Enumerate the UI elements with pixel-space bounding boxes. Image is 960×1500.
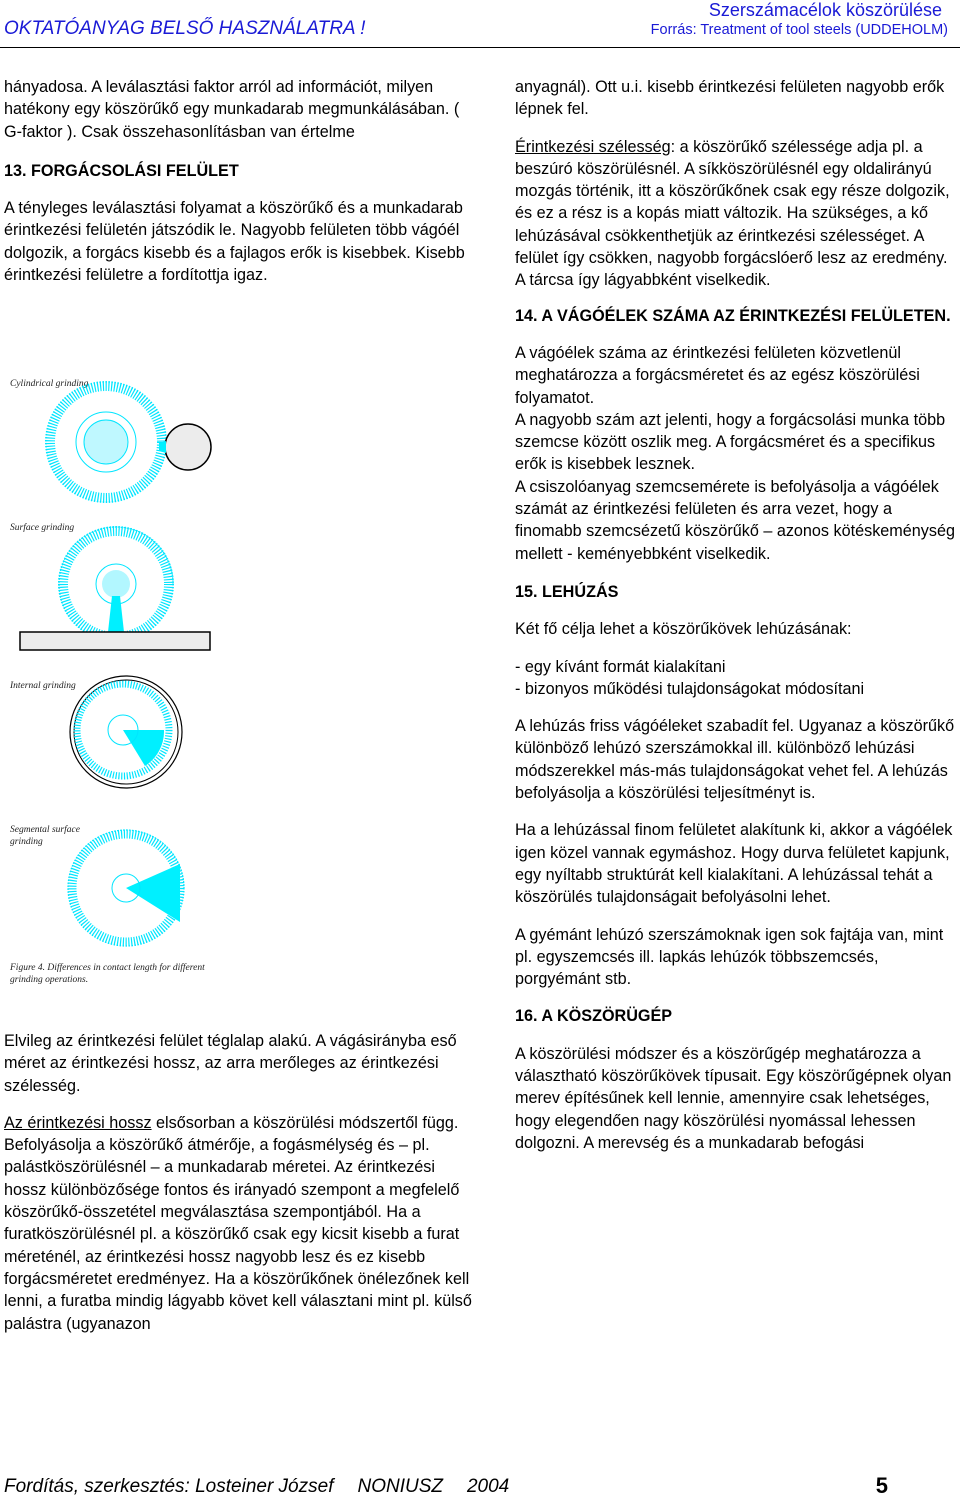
surface-grinding-diagram (20, 527, 210, 650)
left-column-bottom (4, 1030, 474, 1335)
header-document-title: Szerszámacélok köszörülése (708, 0, 942, 20)
header-source: Forrás: Treatment of tool steels (UDDEHOLM) (650, 22, 948, 38)
page-number: 5 (875, 1473, 888, 1498)
paragraph: A lehúzás friss vágóéleket szabadít fel. Ugyanaz a köszörűkő különböző lehúzó szerszámokkal ill. különböző lehúzási módszerekkel más-más tulajdonságokat vehet fel. A lehúzás befolyásolja a köszörülési teljesítményt is. (515, 717, 955, 803)
paragraph: Két fő célja lehet a köszörűkövek lehúzásának: (515, 620, 852, 639)
list-item: - egy kívánt formát kialakítani (515, 657, 726, 676)
paragraph: A tényleges leválasztási folyamat a köszörűkő és a munkadarab érintkezési felületén játszódik le. Nagyobb felületen több vágóél dolgozik, a forgács kisebb és a fajlagos erők is kisebbek. Kisebb érintkezési felületre a fordítottja igaz. (4, 199, 465, 285)
paragraph: anyagnál). Ott u.i. kisebb érintkezési felületen nagyobb erők lépnek fel. (515, 78, 945, 119)
paragraph: A nagyobb szám azt jelenti, hogy a forgácsolási munka több szemcse között oszlik meg. A forgácsméret és a specifikus erők is kisebbek lesznek. (515, 410, 946, 474)
section-heading-16: 16. A KÖSZÖRÜGÉP (515, 1007, 673, 1026)
footer-org: NONIUSZ (357, 1476, 443, 1497)
left-column-top (4, 76, 474, 286)
underlined-term: Az érintkezési hossz (4, 1113, 152, 1132)
paragraph (515, 136, 957, 292)
figure-caption-line2: grinding operations. (10, 975, 89, 985)
header-rule (0, 47, 960, 48)
section-heading-15: 15. LEHÚZÁS (515, 582, 619, 601)
section-heading-13: 13. FORGÁCSOLÁSI FELÜLET (4, 161, 239, 180)
paragraph: A csiszolóanyag szemcsemérete is befolyásolja a vágóélek számát az érintkezési felületen és arra vezet, hogy a finomabb szemcsézetű köszörűkő – azonos kötéskeménység mellett - keményebbként viselkedik. (515, 477, 955, 563)
figure-caption-line1: Figure 4. Differences in contact length for different (10, 963, 205, 973)
label-cylindrical-grinding: Cylindrical grinding (10, 379, 89, 389)
paragraph: Ha a lehúzással finom felületet alakítunk ki, akkor a vágóélek igen közel vannak egymáshoz. Hogy durva felületet kapjunk, egy nyíltabb struktúrát kell kialakítani. A lehúzással tehát a köszörülés tulajdonságait befolyásolni lehet. (515, 821, 953, 907)
paragraph-text: : a köszörűkő szélessége adja pl. a beszúró köszörülésnél. A síkköszörülésnél egy oldalirányú mozgás történik, itt a köszörűkőnek csak egy része dolgozik, és ez a rész is a kopás miatt változik. Ha szükséges, a kő lehúzásával csökkenthetjük az érintkezési szélességet. A felület így csökken, nagyobb forgácslóerő lesz az eredmény. A tárcsa így lágyabbként viselkedik. (515, 137, 950, 290)
internal-grinding-diagram (70, 676, 182, 788)
footer-year: 2004 (466, 1476, 510, 1497)
paragraph (4, 1112, 474, 1335)
paragraph: Elvileg az érintkezési felület téglalap alakú. A vágásirányba eső méret az érintkezési hossz, az arra merőleges az érintkezési szélesség. (4, 1032, 457, 1095)
header-left-title: OKTATÓANYAG BELSŐ HASZNÁLATRA ! (4, 18, 366, 39)
cylindrical-grinding-diagram (46, 382, 211, 502)
footer (4, 1476, 533, 1498)
label-surface-grinding: Surface grinding (10, 523, 75, 533)
segmental-grinding-diagram (68, 830, 184, 946)
paragraph: A köszörülési módszer és a köszörűgép meghatározza a választható köszörűkövek típusait. Egy köszörűgépnek olyan merev építésűnek kell lennie, amennyire csak lehetséges, hogy elegendően nagy köszörülési nyomással lehessen dolgozni. A merevség és a munkadarab befogási (515, 1044, 952, 1152)
footer-credit: Fordítás, szerkesztés: Losteiner József (4, 1476, 334, 1497)
paragraph-text: elsősorban a köszörülési módszertől függ. Befolyásolja a köszörűkő átmérője, a fogásmélység és – pl. palástköszörülésnél – a munkadarab méretei. Az érintkezési hossz különbözősége fontos és irányadó szempont a megfelelő köszörűkő-összetétel megválasztása szempontjából. Ha a furatköszörülésnél pl. a köszörűkő csak egy kicsit kisebb a furat méreténél, az érintkezési hossz nagyobb lesz és ez kisebb forgácsméretet eredményez. Ha a köszörűkőnek önélezőnek kell lenni, a furatba mindig lágyabb követ kell választani mint pl. külső palástra (ugyanazon (4, 1113, 472, 1333)
grinding-contact-figure (6, 370, 296, 1000)
label-segmental-grinding: Segmental surface (10, 825, 80, 835)
paragraph: hányadosa. A leválasztási faktor arról ad információt, milyen hatékony egy köszörűkő egy munkadarab megmunkálásában. ( G-faktor ). Csak összehasonlításban van értelme (4, 78, 460, 141)
list-item: - bizonyos működési tulajdonságokat módosítani (515, 679, 865, 698)
right-column (515, 76, 957, 1154)
section-heading-14: 14. A VÁGÓÉLEK SZÁMA AZ ÉRINTKEZÉSI FELÜLETEN. (515, 306, 951, 325)
label-internal-grinding: Internal grinding (10, 681, 76, 691)
underlined-term: Érintkezési szélesség (515, 137, 671, 156)
paragraph: A gyémánt lehúzó szerszámoknak igen sok fajtája van, mint pl. egyszemcsés ill. lapkás lehúzók többszemcsés, porgyémánt stb. (515, 925, 944, 989)
label-segmental-grinding-2: grinding (10, 837, 43, 847)
paragraph: A vágóélek száma az érintkezési felületen közvetlenül meghatározza a forgácsméretet és az egész köszörülési folyamatot. (515, 343, 920, 407)
